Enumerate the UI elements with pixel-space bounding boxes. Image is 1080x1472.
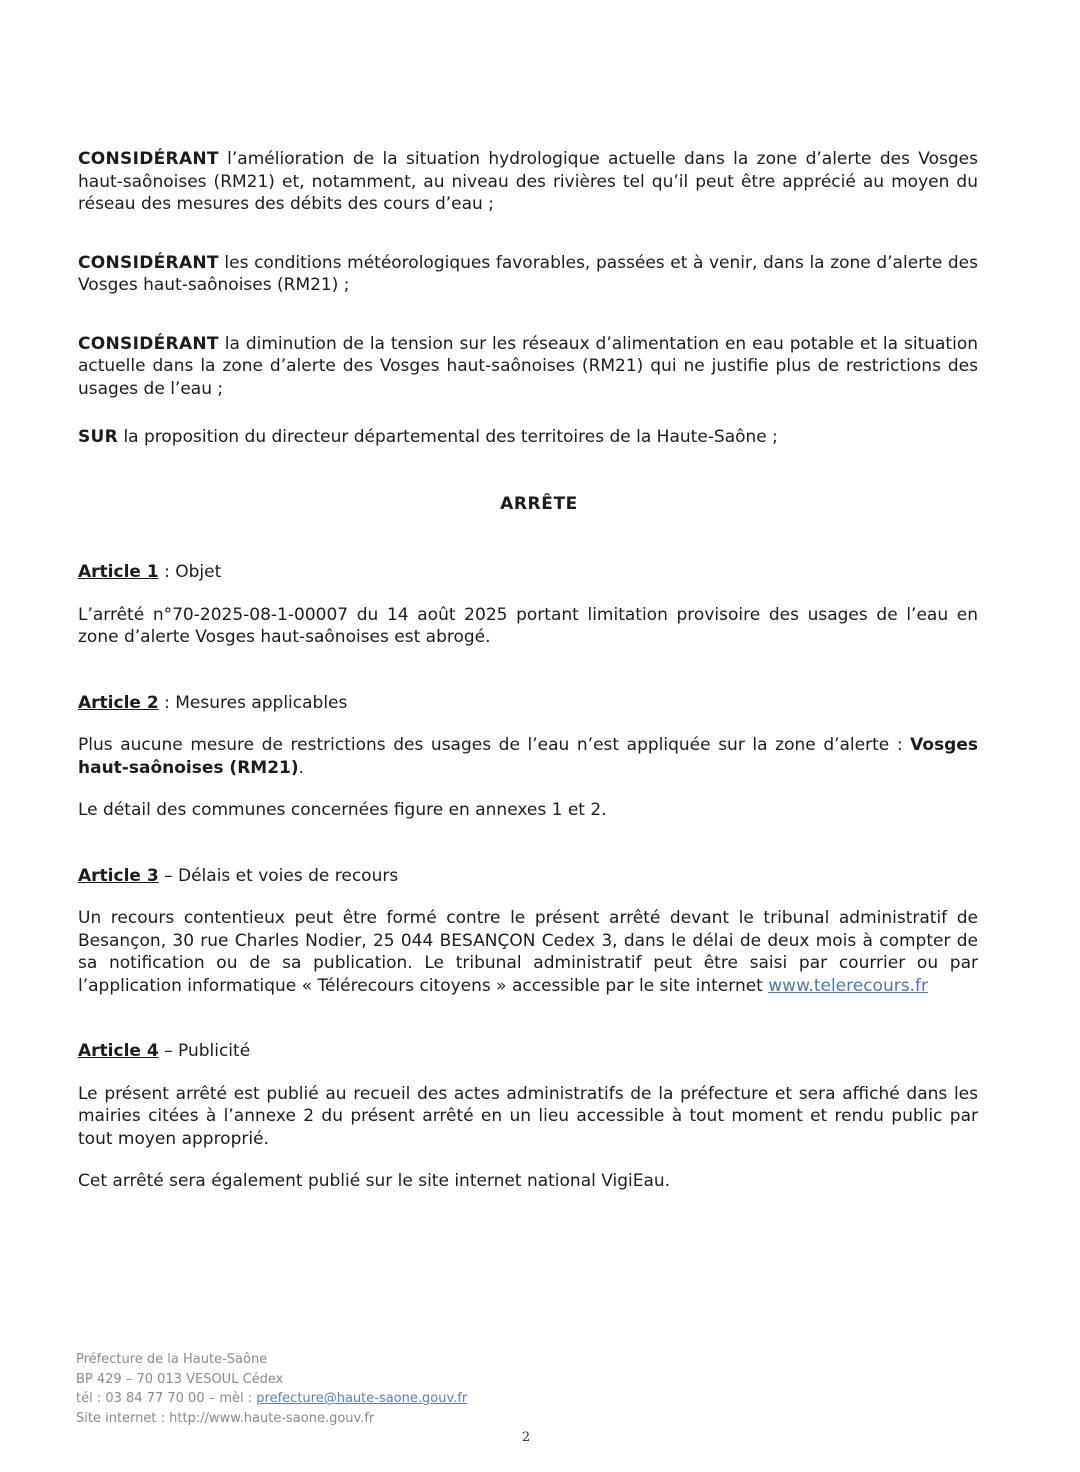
article-4-body: Le présent arrêté est publié au recueil des actes administratifs de la préfecture et sera affiché dans les mairies citées à l’annexe 2 du présent arrêté en un lieu accessible à tout moment et rendu public par tout moyen approprié.	[78, 1083, 978, 1149]
article-2-body	[78, 734, 978, 779]
article-1-heading	[78, 561, 978, 584]
article-1-title: Objet	[175, 562, 222, 582]
article-2-body-text: Plus aucune mesure de restrictions des usages de l’eau n’est appliquée sur la zone d’alerte :	[78, 735, 911, 755]
article-2-heading	[78, 692, 978, 715]
article-4-body-2: Cet arrêté sera également publié sur le site internet national VigiEau.	[78, 1171, 671, 1191]
telerecours-link[interactable]: www.telerecours.fr	[768, 975, 928, 996]
footer-line-1: Préfecture de la Haute-Saône	[76, 1352, 268, 1367]
article-3-sep: –	[158, 865, 178, 886]
arrete-heading: ARRÊTE	[500, 493, 578, 514]
page-number: 2	[521, 1430, 531, 1445]
article-4-title: Publicité	[178, 1041, 251, 1061]
article-4-sep: –	[158, 1041, 178, 1061]
article-3-title: Délais et voies de recours	[178, 865, 399, 886]
article-2-body-end: .	[298, 757, 305, 778]
article-4-heading	[78, 1040, 978, 1063]
sur-paragraph	[78, 426, 978, 449]
article-2-sep: :	[158, 692, 176, 713]
footer-phone: tél : 03 84 77 70 00 – mèl :	[76, 1391, 257, 1406]
article-3-body-text: Un recours contentieux peut être formé contre le présent arrêté devant le tribunal administratif de Besançon, 30 rue Charles Nodier, 25 044 BESANÇON Cedex 3, dans le délai de deux mois à compter de sa notification ou de sa publication. Le tribunal administratif peut être saisi par courrier ou par l’application informatique « Télérecours citoyens » accessible par le site internet	[78, 908, 978, 996]
footer-line-4: Site internet : http://www.haute-saone.gouv.fr	[76, 1410, 375, 1426]
article-2-title: Mesures applicables	[175, 692, 348, 713]
document-body	[78, 148, 978, 1193]
article-3-body	[78, 907, 978, 997]
article-2-body-2: Le détail des communes concernées figure en annexes 1 et 2.	[78, 800, 607, 820]
footer-line-3	[76, 1389, 467, 1409]
considerant-3-text: la diminution de la tension sur les réseaux d’alimentation en eau potable et la situation actuelle dans la zone d’alerte des Vosges haut-saônoises (RM21) qui ne justifie plus de restrictions des usages de l’eau ;	[78, 333, 978, 399]
article-1-body: L’arrêté n°70-2025-08-1-00007 du 14 août 2025 portant limitation provisoire des usages de l’eau en zone d’alerte Vosges haut-saônoises est abrogé.	[78, 604, 978, 647]
article-4-label: Article 4	[78, 1041, 159, 1061]
article-3-label: Article 3	[78, 865, 159, 886]
considerant-2-lead: CONSIDÉRANT	[78, 252, 219, 273]
prefecture-footer	[76, 1350, 467, 1428]
considerant-2-text: les conditions météorologiques favorables, passées et à venir, dans la zone d’alerte des Vosges haut-saônoises (RM21) ;	[78, 252, 978, 295]
article-1-sep: :	[158, 562, 176, 582]
article-2-label: Article 2	[78, 692, 159, 713]
sur-lead: SUR	[78, 427, 119, 447]
considerant-3-lead: CONSIDÉRANT	[78, 333, 219, 354]
article-3-heading	[78, 865, 978, 888]
considerant-1	[78, 148, 978, 216]
sur-text: la proposition du directeur départemental des territoires de la Haute-Saône ;	[118, 427, 778, 447]
footer-email-link[interactable]: prefecture@haute-saone.gouv.fr	[256, 1391, 468, 1406]
considerant-2	[78, 252, 978, 297]
considerant-1-text: l’amélioration de la situation hydrologique actuelle dans la zone d’alerte des Vosges haut-saônoises (RM21) et, notamment, au niveau des rivières tel qu’il peut être apprécié au moyen du réseau des mesures des débits des cours d’eau ;	[78, 149, 978, 214]
considerant-1-lead: CONSIDÉRANT	[78, 149, 219, 169]
considerant-3	[78, 333, 978, 401]
article-2-zone-name: Vosges haut-saônoises (RM21)	[78, 735, 978, 778]
footer-line-2: BP 429 – 70 013 VESOUL Cédex	[76, 1371, 284, 1387]
article-1-label: Article 1	[78, 562, 159, 582]
